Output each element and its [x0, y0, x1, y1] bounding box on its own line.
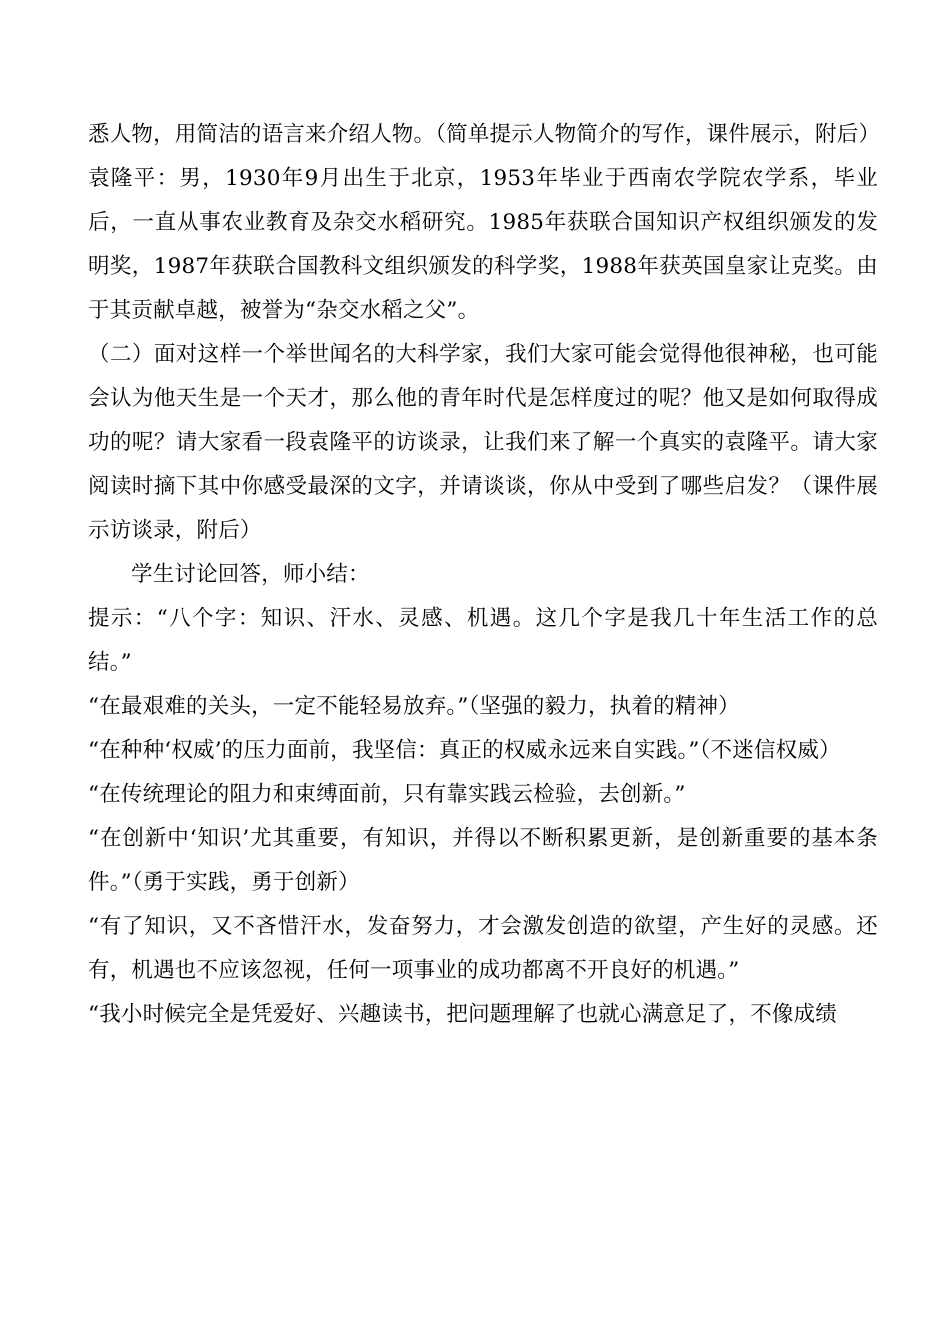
document-body	[88, 113, 881, 1037]
paragraph-student-discussion: 学生讨论回答，师小结：	[131, 562, 370, 587]
paragraph-quote-knowledge: “在创新中‘知识’尤其重要，有知识，并得以不断积累更新，是创新重要的基本条件。”（勇于实践，勇于创新）	[88, 826, 878, 895]
paragraph-section-two: （二）面对这样一个举世闻名的大科学家，我们大家可能会觉得他很神秘，也可能会认为他天生是一个天才，那么他的青年时代是怎样度过的呢？他又是如何取得成功的呢？请大家看一段袁隆平的访谈录，让我们来了解一个真实的袁隆平。请大家阅读时摘下其中你感受最深的文字，并请谈谈，你从中受到了哪些启发？（课件展示访谈录，附后）	[88, 342, 878, 543]
paragraph-hint-eight-words: 提示：“八个字：知识、汗水、灵感、机遇。这几个字是我几十年生活工作的总结。”	[88, 606, 878, 675]
paragraph-quote-practice: “在传统理论的阻力和束缚面前，只有靠实践云检验，去创新。”	[88, 782, 686, 807]
paragraph-quote-perseverance: “在最艰难的关头，一定不能轻易放弃。”（坚强的毅力，执着的精神）	[88, 694, 740, 719]
paragraph-yuan-longping-bio: 袁隆平：男，1930年9月出生于北京，1953年毕业于西南农学院农学系，毕业后，一直从事农业教育及杂交水稻研究。1985年获联合国知识产权组织颁发的发明奖，1987年获联合国教科文组织颁发的科学奖，1988年获英国皇家让克奖。由于其贡献卓越，被誉为“杂交水稻之父”。	[88, 166, 878, 323]
paragraph-quote-authority: “在种种‘权威’的压力面前，我坚信：真正的权威永远来自实践。”（不迷信权威）	[88, 738, 841, 763]
paragraph-quote-childhood: “我小时候完全是凭爱好、兴趣读书，把问题理解了也就心满意足了，不像成绩	[88, 1002, 837, 1027]
paragraph-intro-continuation: 悉人物，用简洁的语言来介绍人物。（简单提示人物简介的写作，课件展示，附后）	[88, 122, 881, 147]
paragraph-quote-inspiration: “有了知识，又不吝惜汗水，发奋努力，才会激发创造的欲望，产生好的灵感。还有，机遇也不应该忽视，任何一项事业的成功都离不开良好的机遇。”	[88, 914, 878, 983]
